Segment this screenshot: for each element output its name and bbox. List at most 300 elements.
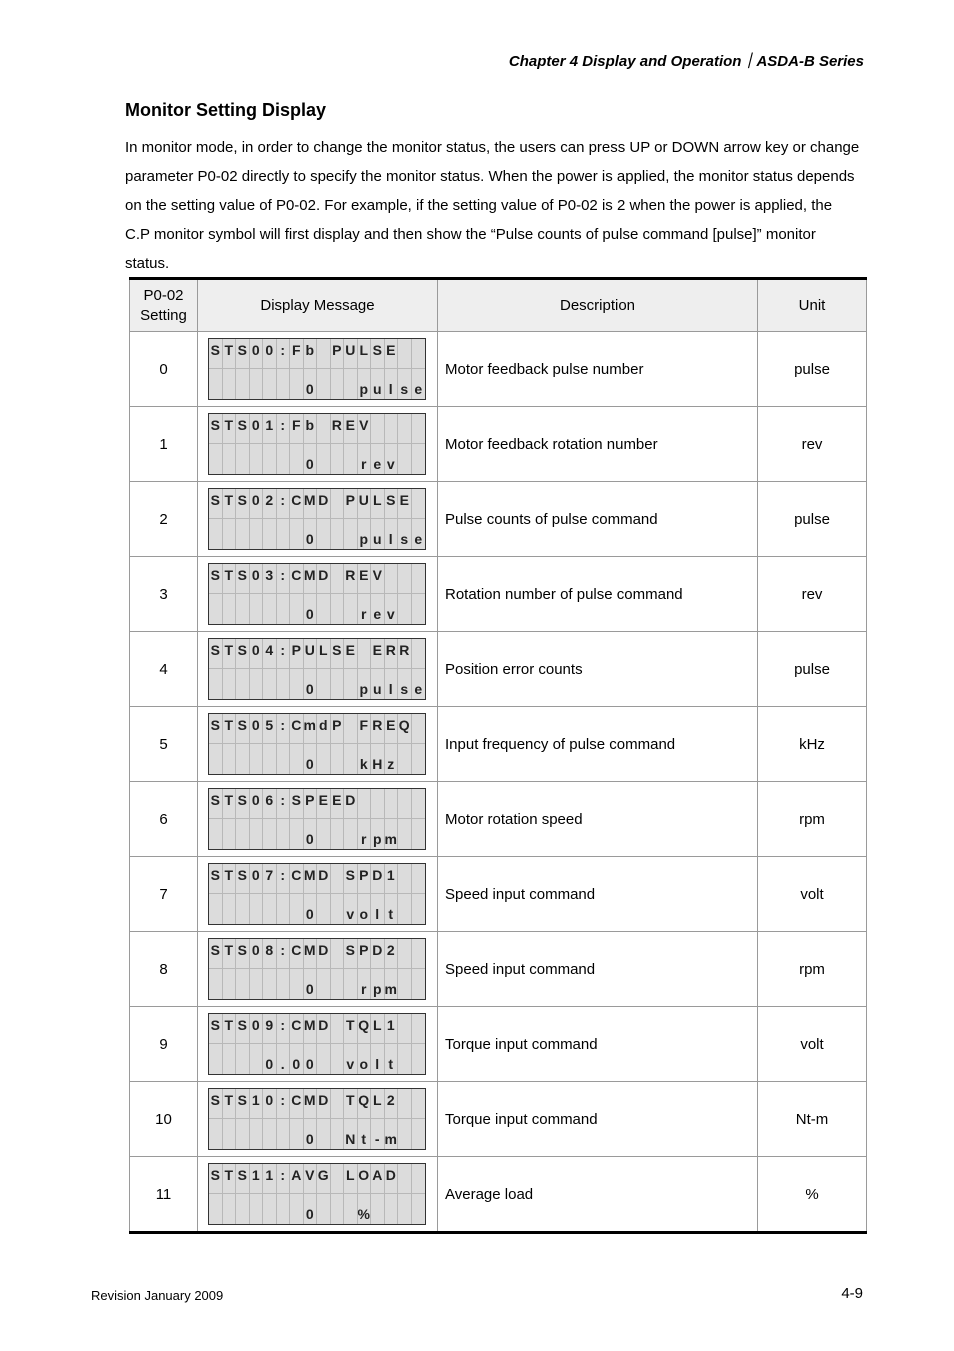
lcd-cell: m <box>385 819 399 849</box>
lcd-cell <box>344 714 358 744</box>
table-row <box>130 407 867 482</box>
lcd-cell: p <box>371 969 385 999</box>
lcd-cell <box>385 1194 399 1224</box>
lcd-cell <box>331 444 345 474</box>
lcd-cell <box>317 1194 331 1224</box>
setting-value: 8 <box>130 932 198 1007</box>
lcd-cell: 0 <box>250 939 264 969</box>
lcd-cell <box>236 594 250 624</box>
lcd-cell <box>223 894 237 924</box>
lcd-cell <box>331 1089 345 1119</box>
table-row <box>130 1082 867 1157</box>
lcd-cell: l <box>385 519 399 549</box>
lcd-cell: M <box>304 864 318 894</box>
lcd-cell: 1 <box>250 1164 264 1194</box>
lcd-cell <box>331 669 345 699</box>
lcd-cell: U <box>304 639 318 669</box>
lcd-cell <box>277 594 291 624</box>
lcd-cell: 0 <box>250 489 264 519</box>
lcd-cell <box>398 1014 412 1044</box>
lcd-cell: 0 <box>304 969 318 999</box>
lcd-cell <box>331 819 345 849</box>
table-row <box>130 1007 867 1082</box>
table-row <box>130 332 867 407</box>
lcd-cell: l <box>385 369 399 399</box>
description: Pulse counts of pulse command <box>438 482 758 557</box>
lcd-cell: V <box>304 1164 318 1194</box>
lcd-cell: 0 <box>304 594 318 624</box>
lcd-cell: s <box>398 519 412 549</box>
lcd-cell: R <box>385 639 399 669</box>
lcd-cell <box>223 819 237 849</box>
lcd-cell: L <box>344 1164 358 1194</box>
lcd-cell: A <box>290 1164 304 1194</box>
lcd-cell <box>398 594 412 624</box>
lcd-cell: e <box>371 444 385 474</box>
lcd-cell: v <box>385 444 399 474</box>
lcd-cell: 0 <box>304 519 318 549</box>
lcd-cell <box>250 1044 264 1074</box>
lcd-cell <box>344 369 358 399</box>
lcd-cell <box>236 744 250 774</box>
footer-revision: Revision January 2009 <box>91 1288 224 1303</box>
table-row <box>130 857 867 932</box>
table-row <box>130 482 867 557</box>
lcd-cell: 2 <box>385 1089 399 1119</box>
setting-value: 4 <box>130 632 198 707</box>
lcd-cell <box>277 369 291 399</box>
lcd-cell: 4 <box>263 639 277 669</box>
lcd-cell: G <box>317 1164 331 1194</box>
lcd-cell: S <box>209 639 223 669</box>
lcd-cell: S <box>209 789 223 819</box>
lcd-cell <box>277 819 291 849</box>
lcd-cell: 0 <box>304 444 318 474</box>
description: Torque input command <box>438 1007 758 1082</box>
description: Motor feedback rotation number <box>438 407 758 482</box>
lcd-cell: Q <box>398 714 412 744</box>
lcd-cell <box>209 519 223 549</box>
lcd-cell: : <box>277 339 291 369</box>
unit: rpm <box>758 782 867 857</box>
display-message <box>198 557 438 632</box>
lcd-cell: L <box>371 1014 385 1044</box>
setting-value: 5 <box>130 707 198 782</box>
lcd-display <box>208 563 426 625</box>
lcd-cell <box>236 519 250 549</box>
lcd-display <box>208 713 426 775</box>
lcd-cell <box>290 744 304 774</box>
lcd-cell <box>317 894 331 924</box>
lcd-cell <box>412 1164 426 1194</box>
lcd-cell <box>250 819 264 849</box>
lcd-cell <box>277 669 291 699</box>
lcd-cell: : <box>277 489 291 519</box>
lcd-cell <box>236 444 250 474</box>
lcd-cell: 3 <box>263 564 277 594</box>
lcd-cell <box>344 969 358 999</box>
lcd-cell: V <box>371 564 385 594</box>
lcd-cell: 9 <box>263 1014 277 1044</box>
lcd-cell: R <box>398 639 412 669</box>
lcd-cell <box>250 594 264 624</box>
table-row <box>130 782 867 857</box>
lcd-cell <box>412 789 426 819</box>
lcd-cell <box>250 1194 264 1224</box>
lcd-cell <box>250 519 264 549</box>
lcd-cell: Q <box>358 1089 372 1119</box>
lcd-cell: e <box>414 681 423 697</box>
lcd-cell <box>236 819 250 849</box>
lcd-cell <box>290 369 304 399</box>
lcd-cell <box>331 969 345 999</box>
lcd-cell <box>209 894 223 924</box>
lcd-cell: o <box>358 1044 372 1074</box>
lcd-cell <box>209 819 223 849</box>
lcd-cell: D <box>317 1089 331 1119</box>
display-message <box>198 1007 438 1082</box>
lcd-cell <box>223 594 237 624</box>
display-message <box>198 932 438 1007</box>
lcd-cell: R <box>371 714 385 744</box>
lcd-cell: 6 <box>263 789 277 819</box>
lcd-cell: r <box>358 969 372 999</box>
lcd-display <box>208 863 426 925</box>
setting-value: 11 <box>130 1157 198 1233</box>
lcd-cell: T <box>223 639 237 669</box>
lcd-cell <box>290 819 304 849</box>
lcd-cell: C <box>290 864 304 894</box>
lcd-cell <box>398 1164 412 1194</box>
lcd-cell: 2 <box>263 489 277 519</box>
display-message <box>198 857 438 932</box>
lcd-cell: e <box>414 381 423 397</box>
lcd-cell: S <box>209 564 223 594</box>
lcd-cell: S <box>209 864 223 894</box>
lcd-cell: M <box>304 489 318 519</box>
lcd-cell: v <box>344 1044 358 1074</box>
lcd-cell <box>236 1194 250 1224</box>
lcd-cell: F <box>290 414 304 444</box>
lcd-cell <box>344 744 358 774</box>
lcd-cell: L <box>371 1089 385 1119</box>
lcd-cell: S <box>236 339 250 369</box>
lcd-cell <box>317 1044 331 1074</box>
description: Motor feedback pulse number <box>438 332 758 407</box>
lcd-cell: : <box>277 1089 291 1119</box>
lcd-cell <box>223 1044 237 1074</box>
lcd-cell: p <box>371 819 385 849</box>
lcd-cell: A <box>371 1164 385 1194</box>
lcd-cell: S <box>236 489 250 519</box>
unit: volt <box>758 857 867 932</box>
setting-value: 7 <box>130 857 198 932</box>
lcd-cell: % <box>358 1194 372 1224</box>
footer-page-number: 4-9 <box>841 1285 863 1302</box>
unit: kHz <box>758 707 867 782</box>
lcd-cell <box>263 444 277 474</box>
lcd-cell <box>371 1194 385 1224</box>
unit: rev <box>758 557 867 632</box>
lcd-cell: T <box>223 939 237 969</box>
lcd-cell <box>290 444 304 474</box>
display-message <box>198 332 438 407</box>
lcd-cell: P <box>358 939 372 969</box>
lcd-cell: D <box>385 1164 399 1194</box>
lcd-cell <box>317 519 331 549</box>
display-message <box>198 407 438 482</box>
lcd-cell: S <box>209 414 223 444</box>
lcd-cell <box>398 339 412 369</box>
lcd-cell <box>344 819 358 849</box>
lcd-cell <box>412 1044 426 1074</box>
table-row <box>130 707 867 782</box>
lcd-cell: . <box>277 1044 291 1074</box>
lcd-cell: U <box>358 489 372 519</box>
lcd-cell: T <box>223 864 237 894</box>
lcd-cell <box>398 444 412 474</box>
lcd-cell: l <box>371 1044 385 1074</box>
lcd-cell <box>290 894 304 924</box>
lcd-cell: S <box>209 1014 223 1044</box>
lcd-cell: v <box>385 594 399 624</box>
lcd-cell: C <box>290 1014 304 1044</box>
lcd-cell <box>209 444 223 474</box>
header-description: Description <box>438 279 758 332</box>
lcd-cell: T <box>223 789 237 819</box>
lcd-cell: s <box>398 669 412 699</box>
lcd-cell: 0 <box>263 1089 277 1119</box>
lcd-cell: 8 <box>263 939 277 969</box>
lcd-cell: u <box>371 519 385 549</box>
lcd-cell: : <box>277 1164 291 1194</box>
lcd-cell <box>277 444 291 474</box>
lcd-cell: 0 <box>290 1044 304 1074</box>
lcd-cell <box>412 894 426 924</box>
description: Torque input command <box>438 1082 758 1157</box>
lcd-cell: T <box>223 714 237 744</box>
lcd-cell <box>223 669 237 699</box>
lcd-cell <box>412 1194 426 1224</box>
table-row <box>130 932 867 1007</box>
lcd-cell: P <box>331 339 345 369</box>
lcd-cell: b <box>304 339 318 369</box>
description: Input frequency of pulse command <box>438 707 758 782</box>
lcd-cell: 0 <box>250 789 264 819</box>
lcd-cell: 7 <box>263 864 277 894</box>
lcd-cell: S <box>371 339 385 369</box>
lcd-cell: 0 <box>304 1044 318 1074</box>
lcd-cell: m <box>304 714 318 744</box>
unit: rev <box>758 407 867 482</box>
lcd-cell <box>331 519 345 549</box>
lcd-cell: e <box>414 531 423 547</box>
unit: pulse <box>758 332 867 407</box>
display-message <box>198 482 438 557</box>
lcd-cell: 1 <box>385 1014 399 1044</box>
lcd-cell: S <box>290 789 304 819</box>
lcd-cell: E <box>371 639 385 669</box>
lcd-cell <box>385 414 399 444</box>
lcd-cell: m <box>385 969 399 999</box>
lcd-cell <box>331 744 345 774</box>
lcd-cell <box>398 1044 412 1074</box>
lcd-cell <box>331 939 345 969</box>
lcd-cell <box>331 489 345 519</box>
lcd-cell <box>412 1089 426 1119</box>
lcd-cell <box>236 894 250 924</box>
lcd-cell <box>412 489 426 519</box>
lcd-cell: D <box>317 1014 331 1044</box>
lcd-cell: S <box>331 639 345 669</box>
lcd-cell: 1 <box>263 414 277 444</box>
lcd-cell <box>317 744 331 774</box>
lcd-cell <box>331 594 345 624</box>
lcd-display <box>208 488 426 550</box>
lcd-cell <box>398 819 412 849</box>
lcd-cell <box>223 969 237 999</box>
lcd-cell: F <box>290 339 304 369</box>
lcd-cell: S <box>236 1089 250 1119</box>
unit: rpm <box>758 932 867 1007</box>
lcd-cell: D <box>317 564 331 594</box>
lcd-cell <box>331 564 345 594</box>
lcd-cell <box>290 1119 304 1149</box>
lcd-cell: 0 <box>304 1119 318 1149</box>
lcd-cell <box>236 1044 250 1074</box>
lcd-cell: E <box>331 789 345 819</box>
unit: volt <box>758 1007 867 1082</box>
lcd-cell <box>317 1119 331 1149</box>
lcd-cell: 1 <box>263 1164 277 1194</box>
lcd-cell: C <box>290 564 304 594</box>
lcd-cell <box>223 1194 237 1224</box>
description: Rotation number of pulse command <box>438 557 758 632</box>
lcd-cell <box>263 969 277 999</box>
lcd-cell: T <box>344 1014 358 1044</box>
lcd-cell: H <box>371 744 385 774</box>
lcd-cell: E <box>317 789 331 819</box>
lcd-cell <box>263 744 277 774</box>
table-header-row <box>130 279 867 332</box>
lcd-cell <box>250 894 264 924</box>
lcd-cell <box>344 1194 358 1224</box>
setting-value: 10 <box>130 1082 198 1157</box>
lcd-cell <box>209 1119 223 1149</box>
lcd-cell: S <box>236 414 250 444</box>
display-message <box>198 707 438 782</box>
lcd-cell <box>209 369 223 399</box>
lcd-cell <box>277 894 291 924</box>
lcd-cell <box>398 1119 412 1149</box>
lcd-cell: R <box>331 414 345 444</box>
lcd-cell: p <box>358 669 372 699</box>
lcd-cell: r <box>358 819 372 849</box>
lcd-cell: O <box>358 1164 372 1194</box>
lcd-cell: l <box>385 669 399 699</box>
lcd-cell <box>371 414 385 444</box>
lcd-cell: 0 <box>263 1044 277 1074</box>
lcd-cell <box>358 639 372 669</box>
lcd-cell <box>412 639 426 669</box>
lcd-cell: l <box>371 894 385 924</box>
lcd-cell <box>398 864 412 894</box>
lcd-cell <box>317 669 331 699</box>
lcd-cell <box>398 414 412 444</box>
display-message <box>198 1082 438 1157</box>
lcd-cell: S <box>385 489 399 519</box>
lcd-cell: s <box>398 369 412 399</box>
lcd-cell: L <box>371 489 385 519</box>
lcd-display <box>208 1088 426 1150</box>
lcd-cell: E <box>344 414 358 444</box>
lcd-cell: : <box>277 1014 291 1044</box>
lcd-cell: T <box>223 414 237 444</box>
table-row <box>130 632 867 707</box>
lcd-cell: P <box>290 639 304 669</box>
lcd-cell: 0 <box>304 669 318 699</box>
lcd-cell: : <box>277 639 291 669</box>
lcd-cell <box>331 1194 345 1224</box>
header-display: Display Message <box>198 279 438 332</box>
lcd-cell: U <box>344 339 358 369</box>
lcd-cell: S <box>236 639 250 669</box>
lcd-cell <box>290 519 304 549</box>
lcd-cell: V <box>358 414 372 444</box>
lcd-cell <box>331 1044 345 1074</box>
lcd-cell <box>223 369 237 399</box>
lcd-cell <box>331 369 345 399</box>
lcd-cell: t <box>385 894 399 924</box>
lcd-cell: D <box>317 939 331 969</box>
lcd-cell <box>250 669 264 699</box>
lcd-cell <box>236 969 250 999</box>
lcd-cell: C <box>290 939 304 969</box>
lcd-cell <box>317 339 331 369</box>
lcd-cell <box>277 1194 291 1224</box>
lcd-cell: p <box>358 369 372 399</box>
setting-value: 1 <box>130 407 198 482</box>
lcd-cell: m <box>385 1119 399 1149</box>
lcd-cell <box>344 594 358 624</box>
lcd-cell: T <box>223 1014 237 1044</box>
lcd-cell <box>263 1194 277 1224</box>
lcd-cell: u <box>371 669 385 699</box>
display-message <box>198 782 438 857</box>
lcd-cell: P <box>331 714 345 744</box>
lcd-cell <box>317 369 331 399</box>
unit: Nt-m <box>758 1082 867 1157</box>
lcd-cell <box>412 444 426 474</box>
lcd-cell: d <box>317 714 331 744</box>
intro-text: In monitor mode, in order to change the monitor status, the users can press UP or DOWN arrow key or change parameter P0-02 directly to specify the monitor status. When the power is applied, the monitor status depends on the setting value of P0-02. For example, if the setting value of P0-02 is 2 when the power is applied, the C.P monitor symbol will first display and then show the “Pulse counts of pulse command [pulse]” monitor status. <box>125 139 860 272</box>
lcd-cell <box>263 894 277 924</box>
lcd-cell <box>344 444 358 474</box>
lcd-cell <box>263 669 277 699</box>
display-message <box>198 1157 438 1233</box>
lcd-cell: N <box>344 1119 358 1149</box>
lcd-cell <box>250 444 264 474</box>
lcd-cell <box>263 594 277 624</box>
lcd-cell <box>223 1119 237 1149</box>
lcd-cell <box>398 939 412 969</box>
unit: % <box>758 1157 867 1233</box>
lcd-cell: 0 <box>250 639 264 669</box>
lcd-display <box>208 1163 426 1225</box>
lcd-cell: u <box>371 369 385 399</box>
lcd-cell: P <box>358 864 372 894</box>
lcd-cell <box>398 564 412 594</box>
